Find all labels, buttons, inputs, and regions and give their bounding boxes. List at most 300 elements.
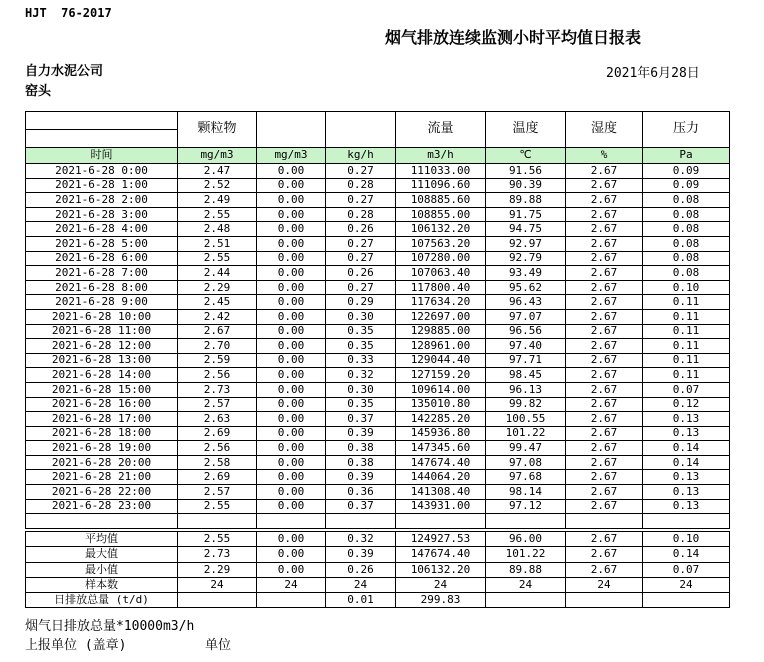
unit-m3-h: m3/h	[396, 148, 486, 164]
summary-label-cell: 样本数	[26, 577, 178, 592]
time-cell: 2021-6-28 21:00	[26, 470, 178, 485]
spacer-cell	[566, 514, 643, 529]
value-cell: 24	[257, 577, 326, 592]
value-cell	[643, 593, 730, 608]
time-cell: 2021-6-28 17:00	[26, 412, 178, 427]
time-cell: 2021-6-28 14:00	[26, 368, 178, 383]
value-cell: 0.26	[326, 562, 396, 577]
value-cell: 147345.60	[396, 441, 486, 456]
value-cell: 96.43	[486, 295, 566, 310]
data-row	[26, 412, 730, 427]
value-cell: 0.14	[643, 455, 730, 470]
value-cell: 2.67	[566, 324, 643, 339]
value-cell: 0.00	[257, 280, 326, 295]
data-row	[26, 207, 730, 222]
value-cell: 0.28	[326, 178, 396, 193]
value-cell: 2.67	[566, 251, 643, 266]
unit-pa: Pa	[643, 148, 730, 164]
data-row	[26, 266, 730, 281]
value-cell: 101.22	[486, 547, 566, 562]
unit-label: 单位	[205, 638, 232, 653]
time-cell: 2021-6-28 9:00	[26, 295, 178, 310]
value-cell: 0.00	[257, 562, 326, 577]
unit-percent: %	[566, 148, 643, 164]
time-cell: 2021-6-28 20:00	[26, 455, 178, 470]
data-row	[26, 324, 730, 339]
value-cell: 117634.20	[396, 295, 486, 310]
value-cell: 147674.40	[396, 455, 486, 470]
value-cell: 0.00	[257, 222, 326, 237]
value-cell: 0.33	[326, 353, 396, 368]
data-row	[26, 485, 730, 500]
data-row	[26, 295, 730, 310]
value-cell: 0.08	[643, 236, 730, 251]
value-cell: 2.67	[566, 426, 643, 441]
value-cell: 0.00	[257, 470, 326, 485]
value-cell: 2.67	[566, 441, 643, 456]
value-cell: 0.10	[643, 532, 730, 547]
value-cell: 2.67	[566, 382, 643, 397]
value-cell: 97.12	[486, 499, 566, 514]
time-cell: 2021-6-28 4:00	[26, 222, 178, 237]
data-row	[26, 441, 730, 456]
value-cell: 2.67	[566, 499, 643, 514]
group-header-pressure: 压力	[643, 112, 730, 148]
doc-standard-code: HJT 76-2017	[25, 6, 112, 20]
value-cell: 2.67	[566, 164, 643, 179]
spacer-cell	[26, 514, 178, 529]
unit-celsius: ℃	[486, 148, 566, 164]
value-cell: 128961.00	[396, 339, 486, 354]
value-cell: 111033.00	[396, 164, 486, 179]
value-cell: 97.08	[486, 455, 566, 470]
value-cell: 2.58	[178, 455, 257, 470]
corner-cell-bottom	[26, 130, 178, 148]
value-cell: 0.09	[643, 178, 730, 193]
value-cell: 0.00	[257, 353, 326, 368]
value-cell: 0.26	[326, 222, 396, 237]
value-cell: 107280.00	[396, 251, 486, 266]
time-cell: 2021-6-28 15:00	[26, 382, 178, 397]
value-cell: 0.00	[257, 236, 326, 251]
value-cell: 2.29	[178, 562, 257, 577]
value-cell: 0.00	[257, 441, 326, 456]
time-cell: 2021-6-28 2:00	[26, 193, 178, 208]
time-cell: 2021-6-28 13:00	[26, 353, 178, 368]
data-row	[26, 178, 730, 193]
group-header-particulate: 颗粒物	[178, 112, 257, 148]
data-row	[26, 280, 730, 295]
time-cell: 2021-6-28 16:00	[26, 397, 178, 412]
value-cell: 0.30	[326, 309, 396, 324]
value-cell: 90.39	[486, 178, 566, 193]
value-cell: 91.75	[486, 207, 566, 222]
value-cell: 24	[178, 577, 257, 592]
value-cell: 2.73	[178, 547, 257, 562]
value-cell: 0.11	[643, 368, 730, 383]
value-cell: 0.00	[257, 339, 326, 354]
time-cell: 2021-6-28 19:00	[26, 441, 178, 456]
value-cell: 2.67	[566, 295, 643, 310]
value-cell: 0.07	[643, 382, 730, 397]
data-row	[26, 251, 730, 266]
data-row	[26, 368, 730, 383]
value-cell: 96.56	[486, 324, 566, 339]
spacer-row	[26, 514, 730, 529]
value-cell: 0.14	[643, 547, 730, 562]
value-cell: 2.67	[566, 309, 643, 324]
value-cell: 2.56	[178, 441, 257, 456]
value-cell: 2.67	[178, 324, 257, 339]
value-cell: 92.97	[486, 236, 566, 251]
time-cell: 2021-6-28 6:00	[26, 251, 178, 266]
data-row	[26, 222, 730, 237]
value-cell: 0.35	[326, 324, 396, 339]
value-cell: 109614.00	[396, 382, 486, 397]
value-cell: 143931.00	[396, 499, 486, 514]
value-cell: 0.11	[643, 309, 730, 324]
group-header-row	[26, 112, 730, 130]
spacer-cell	[643, 514, 730, 529]
data-row	[26, 236, 730, 251]
summary-row	[26, 547, 730, 562]
data-row	[26, 339, 730, 354]
time-cell: 2021-6-28 5:00	[26, 236, 178, 251]
value-cell: 0.08	[643, 193, 730, 208]
value-cell: 2.56	[178, 368, 257, 383]
value-cell: 100.55	[486, 412, 566, 427]
value-cell: 2.67	[566, 547, 643, 562]
value-cell	[178, 593, 257, 608]
value-cell	[566, 593, 643, 608]
value-cell: 24	[566, 577, 643, 592]
value-cell: 0.00	[257, 266, 326, 281]
value-cell: 2.67	[566, 193, 643, 208]
value-cell: 2.67	[566, 455, 643, 470]
value-cell: 0.00	[257, 164, 326, 179]
summary-label-cell: 平均值	[26, 532, 178, 547]
value-cell: 0.37	[326, 499, 396, 514]
value-cell: 0.11	[643, 339, 730, 354]
value-cell: 0.38	[326, 441, 396, 456]
value-cell: 89.88	[486, 193, 566, 208]
value-cell: 2.67	[566, 470, 643, 485]
value-cell: 2.63	[178, 412, 257, 427]
value-cell: 0.00	[257, 547, 326, 562]
group-header-temperature: 温度	[486, 112, 566, 148]
value-cell: 2.49	[178, 193, 257, 208]
value-cell: 2.48	[178, 222, 257, 237]
value-cell: 2.57	[178, 397, 257, 412]
time-cell: 2021-6-28 10:00	[26, 309, 178, 324]
value-cell: 24	[396, 577, 486, 592]
value-cell: 2.29	[178, 280, 257, 295]
value-cell: 111096.60	[396, 178, 486, 193]
company-name: 自力水泥公司	[25, 64, 104, 79]
value-cell: 2.67	[566, 485, 643, 500]
value-cell: 2.69	[178, 470, 257, 485]
value-cell: 101.22	[486, 426, 566, 441]
value-cell: 2.55	[178, 251, 257, 266]
value-cell: 144064.20	[396, 470, 486, 485]
value-cell: 0.39	[326, 470, 396, 485]
value-cell: 0.00	[257, 178, 326, 193]
spacer-cell	[486, 514, 566, 529]
value-cell: 0.00	[257, 207, 326, 222]
value-cell: 24	[486, 577, 566, 592]
value-cell: 2.44	[178, 266, 257, 281]
value-cell: 0.27	[326, 251, 396, 266]
value-cell: 145936.80	[396, 426, 486, 441]
time-cell: 2021-6-28 12:00	[26, 339, 178, 354]
value-cell: 142285.20	[396, 412, 486, 427]
time-cell: 2021-6-28 8:00	[26, 280, 178, 295]
unit-mg-m3-1: mg/m3	[178, 148, 257, 164]
value-cell: 129885.00	[396, 324, 486, 339]
value-cell: 124927.53	[396, 532, 486, 547]
value-cell: 106132.20	[396, 562, 486, 577]
value-cell: 2.42	[178, 309, 257, 324]
value-cell: 127159.20	[396, 368, 486, 383]
value-cell: 0.39	[326, 547, 396, 562]
value-cell: 0.13	[643, 485, 730, 500]
value-cell: 106132.20	[396, 222, 486, 237]
value-cell: 108885.60	[396, 193, 486, 208]
time-header: 时间	[26, 148, 178, 164]
corner-cell-top	[26, 112, 178, 130]
value-cell: 2.55	[178, 207, 257, 222]
data-row	[26, 382, 730, 397]
value-cell: 97.40	[486, 339, 566, 354]
group-header-empty-1	[257, 112, 326, 148]
value-cell: 96.13	[486, 382, 566, 397]
value-cell: 93.49	[486, 266, 566, 281]
value-cell: 107563.20	[396, 236, 486, 251]
value-cell: 0.13	[643, 499, 730, 514]
time-cell: 2021-6-28 23:00	[26, 499, 178, 514]
summary-row	[26, 577, 730, 592]
value-cell: 0.35	[326, 339, 396, 354]
value-cell: 2.51	[178, 236, 257, 251]
value-cell: 0.00	[257, 455, 326, 470]
value-cell: 0.00	[257, 485, 326, 500]
summary-row	[26, 532, 730, 547]
value-cell: 147674.40	[396, 547, 486, 562]
value-cell: 2.59	[178, 353, 257, 368]
value-cell: 0.38	[326, 455, 396, 470]
value-cell: 141308.40	[396, 485, 486, 500]
value-cell: 0.29	[326, 295, 396, 310]
value-cell: 95.62	[486, 280, 566, 295]
value-cell: 2.52	[178, 178, 257, 193]
value-cell: 0.00	[257, 193, 326, 208]
value-cell: 0.13	[643, 470, 730, 485]
data-row	[26, 193, 730, 208]
station-name: 窑头	[25, 84, 52, 99]
report-unit-label: 上报单位 (盖章)	[25, 638, 127, 653]
unit-mg-m3-2: mg/m3	[257, 148, 326, 164]
value-cell: 2.67	[566, 222, 643, 237]
value-cell: 89.88	[486, 562, 566, 577]
value-cell: 2.45	[178, 295, 257, 310]
value-cell: 0.08	[643, 207, 730, 222]
value-cell: 0.12	[643, 397, 730, 412]
time-cell: 2021-6-28 18:00	[26, 426, 178, 441]
spacer-cell	[257, 514, 326, 529]
value-cell: 0.28	[326, 207, 396, 222]
value-cell: 2.70	[178, 339, 257, 354]
unit-kg-h: kg/h	[326, 148, 396, 164]
time-cell: 2021-6-28 3:00	[26, 207, 178, 222]
value-cell: 0.00	[257, 251, 326, 266]
value-cell: 97.07	[486, 309, 566, 324]
value-cell: 107063.40	[396, 266, 486, 281]
time-cell: 2021-6-28 0:00	[26, 164, 178, 179]
value-cell: 2.73	[178, 382, 257, 397]
value-cell: 0.11	[643, 295, 730, 310]
summary-table	[25, 531, 730, 608]
value-cell: 135010.80	[396, 397, 486, 412]
value-cell: 2.67	[566, 368, 643, 383]
time-cell: 2021-6-28 1:00	[26, 178, 178, 193]
value-cell: 0.08	[643, 251, 730, 266]
value-cell: 0.00	[257, 397, 326, 412]
summary-label-cell: 最小值	[26, 562, 178, 577]
value-cell: 0.00	[257, 499, 326, 514]
summary-row	[26, 562, 730, 577]
value-cell: 0.08	[643, 266, 730, 281]
value-cell: 0.27	[326, 236, 396, 251]
summary-label-cell: 最大值	[26, 547, 178, 562]
value-cell: 0.27	[326, 164, 396, 179]
value-cell: 0.00	[257, 309, 326, 324]
group-header-flow: 流量	[396, 112, 486, 148]
value-cell: 2.67	[566, 178, 643, 193]
time-cell: 2021-6-28 22:00	[26, 485, 178, 500]
data-row	[26, 455, 730, 470]
time-cell: 2021-6-28 11:00	[26, 324, 178, 339]
value-cell: 0.27	[326, 280, 396, 295]
data-row	[26, 426, 730, 441]
value-cell: 299.83	[396, 593, 486, 608]
value-cell: 2.67	[566, 266, 643, 281]
value-cell: 97.68	[486, 470, 566, 485]
value-cell: 0.09	[643, 164, 730, 179]
footer-note: 烟气日排放总量*10000m3/h	[25, 619, 195, 634]
value-cell: 0.11	[643, 324, 730, 339]
value-cell: 2.69	[178, 426, 257, 441]
value-cell: 0.32	[326, 532, 396, 547]
value-cell: 0.30	[326, 382, 396, 397]
spacer-cell	[178, 514, 257, 529]
value-cell: 0.00	[257, 382, 326, 397]
value-cell: 97.71	[486, 353, 566, 368]
value-cell: 0.10	[643, 280, 730, 295]
value-cell: 2.57	[178, 485, 257, 500]
value-cell: 0.11	[643, 353, 730, 368]
value-cell: 0.01	[326, 593, 396, 608]
value-cell: 0.08	[643, 222, 730, 237]
value-cell: 122697.00	[396, 309, 486, 324]
value-cell: 24	[326, 577, 396, 592]
value-cell: 0.07	[643, 562, 730, 577]
group-header-humidity: 湿度	[566, 112, 643, 148]
value-cell: 24	[643, 577, 730, 592]
summary-label-cell: 日排放总量 (t/d)	[26, 593, 178, 608]
value-cell: 0.13	[643, 426, 730, 441]
value-cell: 99.47	[486, 441, 566, 456]
value-cell: 2.67	[566, 562, 643, 577]
value-cell: 0.26	[326, 266, 396, 281]
value-cell: 0.00	[257, 295, 326, 310]
value-cell: 2.67	[566, 532, 643, 547]
value-cell: 2.55	[178, 532, 257, 547]
value-cell: 98.45	[486, 368, 566, 383]
value-cell: 98.14	[486, 485, 566, 500]
value-cell: 0.13	[643, 412, 730, 427]
unit-header-row	[26, 148, 730, 164]
value-cell: 0.00	[257, 412, 326, 427]
data-row	[26, 353, 730, 368]
data-row	[26, 397, 730, 412]
value-cell: 108855.00	[396, 207, 486, 222]
value-cell: 2.47	[178, 164, 257, 179]
value-cell: 2.55	[178, 499, 257, 514]
value-cell: 2.67	[566, 353, 643, 368]
value-cell: 2.67	[566, 207, 643, 222]
value-cell: 0.36	[326, 485, 396, 500]
value-cell: 0.27	[326, 193, 396, 208]
value-cell: 129044.40	[396, 353, 486, 368]
value-cell: 2.67	[566, 280, 643, 295]
spacer-cell	[326, 514, 396, 529]
value-cell: 2.67	[566, 339, 643, 354]
value-cell: 0.32	[326, 368, 396, 383]
report-date: 2021年6月28日	[606, 66, 700, 81]
report-tables	[25, 111, 730, 608]
value-cell: 2.67	[566, 397, 643, 412]
value-cell: 2.67	[566, 236, 643, 251]
value-cell: 0.37	[326, 412, 396, 427]
value-cell: 96.00	[486, 532, 566, 547]
data-row	[26, 164, 730, 179]
monitoring-table	[25, 111, 730, 529]
data-row	[26, 499, 730, 514]
value-cell: 0.00	[257, 532, 326, 547]
summary-row	[26, 593, 730, 608]
group-header-empty-2	[326, 112, 396, 148]
value-cell: 0.39	[326, 426, 396, 441]
value-cell	[257, 593, 326, 608]
value-cell	[486, 593, 566, 608]
value-cell: 0.14	[643, 441, 730, 456]
value-cell: 99.82	[486, 397, 566, 412]
value-cell: 92.79	[486, 251, 566, 266]
value-cell: 0.00	[257, 368, 326, 383]
value-cell: 94.75	[486, 222, 566, 237]
data-row	[26, 309, 730, 324]
time-cell: 2021-6-28 7:00	[26, 266, 178, 281]
value-cell: 91.56	[486, 164, 566, 179]
value-cell: 2.67	[566, 412, 643, 427]
value-cell: 0.35	[326, 397, 396, 412]
data-row	[26, 470, 730, 485]
spacer-cell	[396, 514, 486, 529]
report-title: 烟气排放连续监测小时平均值日报表	[384, 28, 641, 47]
value-cell: 117800.40	[396, 280, 486, 295]
value-cell: 0.00	[257, 426, 326, 441]
value-cell: 0.00	[257, 324, 326, 339]
